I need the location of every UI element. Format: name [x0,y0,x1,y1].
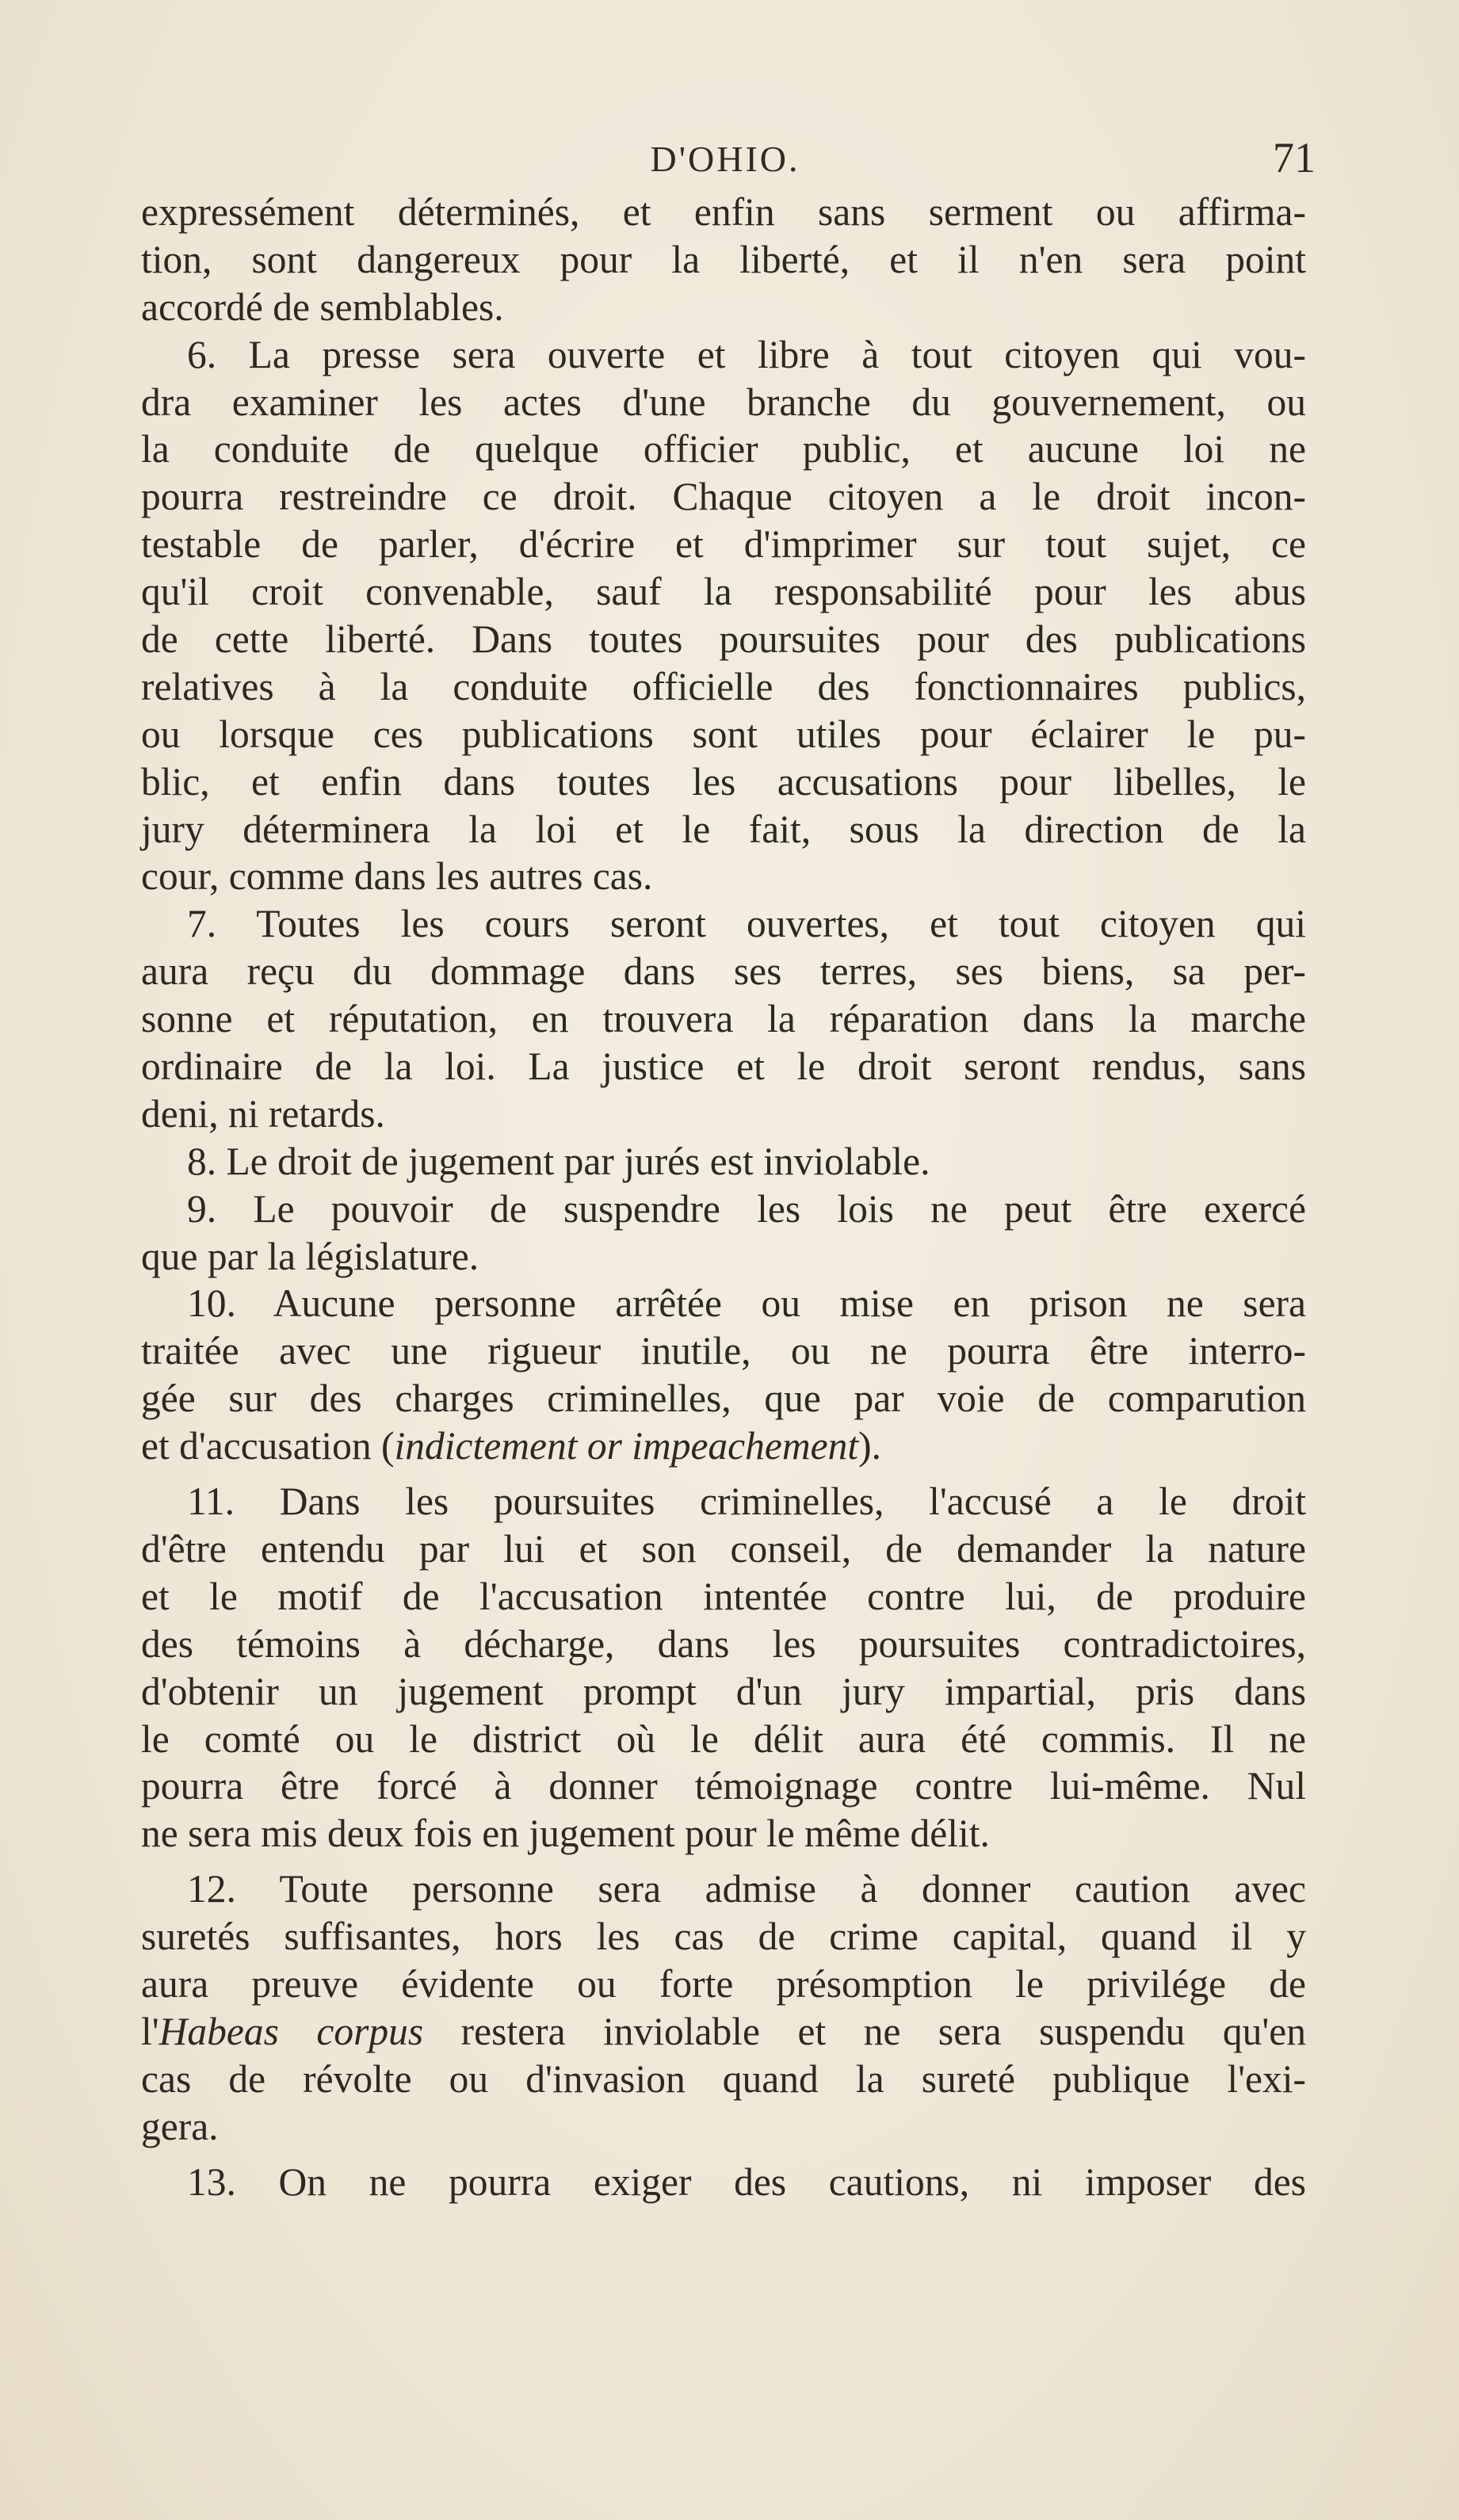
text-fragment: restera inviolable et ne sera suspendu qu'en [423,2009,1306,2053]
text-line: et le motif de l'accusation intentée contre lui, de produire [141,1574,1306,1618]
text-line-with-italic [141,1422,1306,1470]
text-line: dra examiner les actes d'une branche du gouvernement, ou [141,380,1306,424]
text-line: sonne et réputation, en trouvera la réparation dans la marche [141,997,1306,1041]
page-number: 71 [1273,134,1316,181]
text-line: aura preuve évidente ou forte présomption le privilége de [141,1961,1306,2006]
text-line: ou lorsque ces publications sont utiles pour éclairer le pu- [141,712,1306,756]
article-12-first-line: 12. Toute personne sera admise à donner caution avec [187,1867,1306,1911]
text-line: relatives à la conduite officielle des fonctionnaires publics, [141,664,1306,708]
text-line-with-italic [141,2008,1306,2056]
text-line: expressément déterminés, et enfin sans serment ou affirma- [141,190,1306,234]
text-line: gée sur des charges criminelles, que par voie de comparution [141,1376,1306,1421]
text-line: des témoins à décharge, dans les poursuites contradictoires, [141,1621,1306,1666]
article-6-first-line: 6. La presse sera ouverte et libre à tout citoyen qui vou- [187,332,1306,376]
text-line: la conduite de quelque officier public, et aucune loi ne [141,427,1306,472]
text-line: le comté ou le district où le délit aura été commis. Il ne [141,1716,1306,1761]
article-7-first-line: 7. Toutes les cours seront ouvertes, et tout citoyen qui [187,902,1306,946]
text-fragment: l' [141,2009,159,2053]
text-line: ordinaire de la loi. La justice et le droit seront rendus, sans [141,1044,1306,1089]
italic-term: Habeas corpus [159,2009,424,2053]
text-fragment: et d'accusation ( [141,1424,395,1468]
text-line: qu'il croit convenable, sauf la responsabilité pour les abus [141,570,1306,614]
text-line: que par la législature. [141,1234,479,1278]
text-line: accordé de semblables. [141,284,504,329]
text-line: blic, et enfin dans toutes les accusations pour libelles, le [141,759,1306,804]
body-text [141,189,1306,2205]
text-line: cas de révolte ou d'invasion quand la sureté publique l'exi- [141,2056,1306,2101]
text-line: jury déterminera la loi et le fait, sous la direction de la [141,807,1306,851]
running-head: D'OHIO. [650,139,800,179]
article-9-first-line: 9. Le pouvoir de suspendre les lois ne peut être exercé [187,1186,1306,1231]
article-13-first-line: 13. On ne pourra exiger des cautions, ni imposer des [187,2159,1306,2204]
text-line: suretés suffisantes, hors les cas de crime capital, quand il y [141,1915,1306,1959]
text-line: tion, sont dangereux pour la liberté, et il n'en sera point [141,237,1306,281]
text-line: gera. [141,2104,219,2148]
text-fragment: ). [858,1424,881,1468]
text-line: ne sera mis deux fois en jugement pour le même délit. [141,1812,990,1856]
text-line: de cette liberté. Dans toutes poursuites pour des publications [141,617,1306,662]
text-line: cour, comme dans les autres cas. [141,854,653,899]
text-line: d'être entendu par lui et son conseil, de demander la nature [141,1526,1306,1571]
text-line: d'obtenir un jugement prompt d'un jury impartial, pris dans [141,1669,1306,1713]
article-10-first-line: 10. Aucune personne arrêtée ou mise en prison ne sera [187,1281,1306,1326]
article-8-line: 8. Le droit de jugement par jurés est inviolable. [187,1139,930,1183]
text-line: testable de parler, d'écrire et d'imprimer sur tout sujet, ce [141,522,1306,567]
page-header [135,133,1316,189]
text-line: deni, ni retards. [141,1091,385,1136]
text-line: pourra restreindre ce droit. Chaque citoyen a le droit incon- [141,475,1306,519]
italic-term: indictement or impeachement [394,1424,859,1468]
article-11-first-line: 11. Dans les poursuites criminelles, l'accusé a le droit [187,1480,1306,1524]
text-line: pourra être forcé à donner témoignage contre lui-même. Nul [141,1764,1306,1808]
text-line: traitée avec une rigueur inutile, ou ne pourra être interro- [141,1329,1306,1373]
text-line: aura reçu du dommage dans ses terres, ses biens, sa per- [141,949,1306,994]
